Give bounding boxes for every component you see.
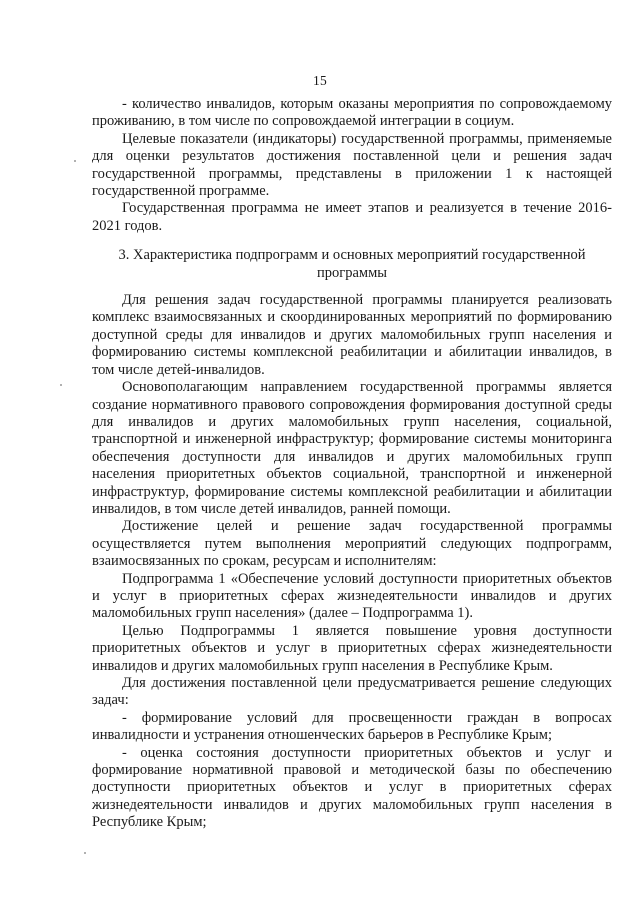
document-body bbox=[92, 96, 612, 832]
page-number: 15 bbox=[313, 73, 327, 88]
paragraph-tasks-intro: Для достижения поставленной цели предусматривается решение следующих задач: bbox=[92, 675, 612, 709]
paragraph-subprogram-1-goal: Целью Подпрограммы 1 является повышение уровня доступности приоритетных объектов и услуг в приоритетных сферах жизнедеятельности инвалидов и других маломобильных групп населения в Республике Крым. bbox=[92, 622, 612, 674]
section-heading-line2: программы bbox=[317, 264, 387, 281]
scan-speck bbox=[74, 160, 76, 162]
paragraph-task-awareness: - формирование условий для просвещенности граждан в вопросах инвалидности и устранения отношенческих барьеров в Республике Крым; bbox=[92, 709, 612, 744]
paragraph-main-direction: Основополагающим направлением государственной программы является создание нормативного правового сопровождения формирования доступной среды для инвалидов и других маломобильных групп населения, социальной, транспортной и инженерной инфраструктур; формирование системы мониторинга обеспечения доступности для инвалидов и других маломобильных групп населения приоритетных объектов социальной, транспортной и инженерной инфраструктур, формирование системы комплексной реабилитации и абилитации инвалидов, в том числе детей инвалидов, ранней помощи. bbox=[92, 379, 612, 517]
paragraph-program-period: Государственная программа не имеет этапов и реализуется в течение 2016-2021 годов. bbox=[92, 200, 612, 234]
scan-speck bbox=[84, 852, 86, 854]
paragraph-goals-achievement: Достижение целей и решение задач государственной программы осуществляется путем выполнения мероприятий следующих подпрограмм, взаимосвязанных по срокам, ресурсам и исполнителям: bbox=[92, 518, 612, 570]
section-heading bbox=[92, 247, 612, 282]
scan-speck bbox=[60, 384, 62, 386]
paragraph-task-assessment: - оценка состояния доступности приоритетных объектов и услуг и формирование нормативной правовой и методической базы по обеспечению доступности приоритетных объектов и услуг в приоритетных сферах жизнедеятельности инвалидов и других маломобильных групп населения в Республике Крым; bbox=[92, 744, 612, 831]
paragraph-subprogram-1: Подпрограмма 1 «Обеспечение условий доступности приоритетных объектов и услуг в приоритетных сферах жизнедеятельности инвалидов и других маломобильных групп населения» (далее – Подпрограмма 1). bbox=[92, 570, 612, 622]
paragraph-sopr-prozhivanie: - количество инвалидов, которым оказаны мероприятия по сопровождаемому проживанию, в том числе по сопровождаемой интеграции в социум. bbox=[92, 96, 612, 130]
paragraph-target-indicators: Целевые показатели (индикаторы) государственной программы, применяемые для оценки результатов достижения поставленной цели и решения задач государственной программы, представлены в приложении 1 к настоящей государственной программе. bbox=[92, 130, 612, 200]
section-heading-line1: 3. Характеристика подпрограмм и основных мероприятий государственной bbox=[118, 247, 586, 264]
paragraph-complex-measures: Для решения задач государственной программы планируется реализовать комплекс взаимосвязанных и скоординированных мероприятий по формированию доступной среды для инвалидов и других маломобильных групп населения и формированию системы комплексной реабилитации и абилитации инвалидов, в том числе детей-инвалидов. bbox=[92, 292, 612, 378]
